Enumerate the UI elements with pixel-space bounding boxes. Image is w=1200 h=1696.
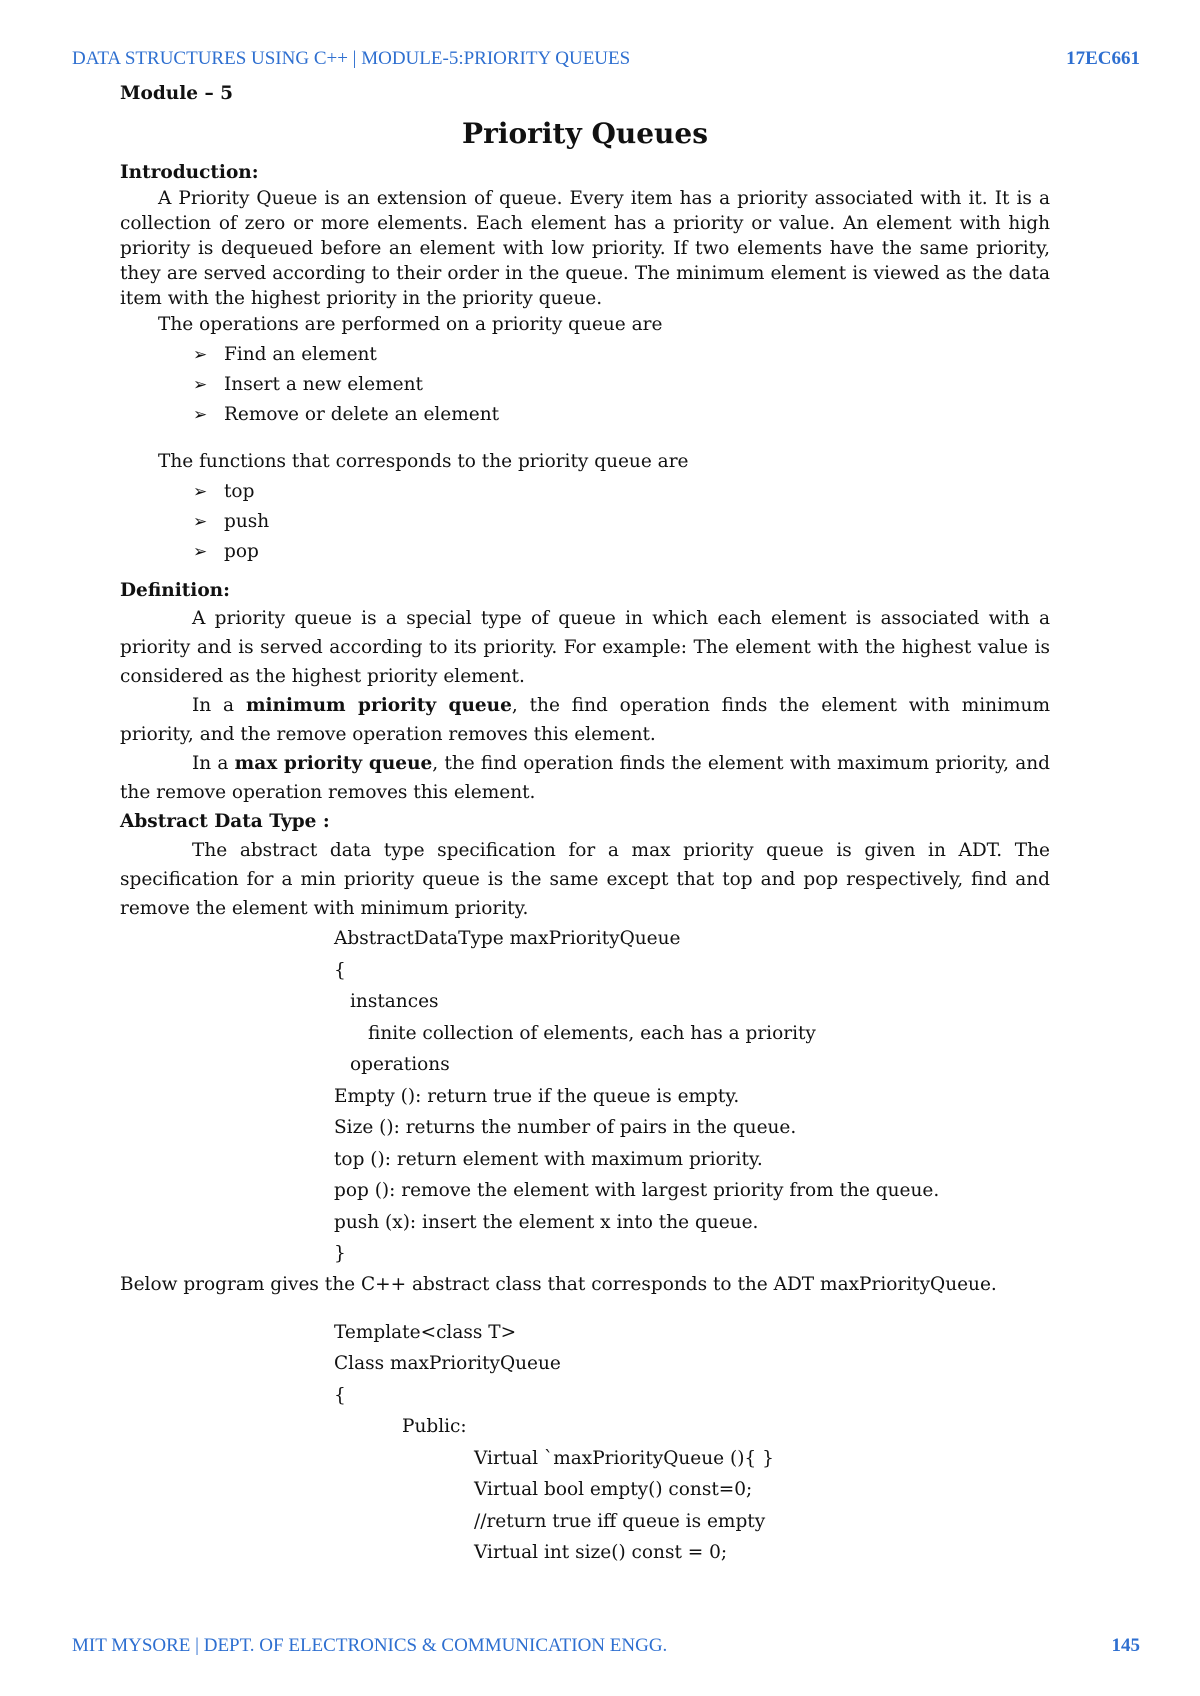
code-line: Virtual `maxPriorityQueue (){ } [474, 1447, 774, 1469]
list-item: ➢ Remove or delete an element [193, 400, 1050, 430]
adt-line: top (): return element with maximum priority. [334, 1148, 763, 1170]
arrow-bullet-icon: ➢ [193, 375, 208, 395]
operations-lead: The operations are performed on a priority queue are [158, 314, 663, 335]
adt-paragraph: The abstract data type specification for a max priority queue is given in ADT. The specification for a min priority queue is the same except that top and pop respectively, find and remove the element with minimum priority. [120, 840, 1050, 919]
adt-specification [334, 923, 1050, 1270]
page-content [120, 80, 1050, 1569]
list-item: ➢ pop [193, 537, 1050, 567]
arrow-bullet-icon: ➢ [193, 512, 208, 532]
min-priority-term: minimum priority queue [245, 695, 512, 716]
code-line: Public: [402, 1416, 467, 1437]
list-item: ➢ Find an element [193, 340, 1050, 370]
page-title: Priority Queues [462, 117, 708, 150]
arrow-bullet-icon: ➢ [193, 482, 208, 502]
adt-line: } [334, 1243, 346, 1264]
footer-institution: MIT MYSORE | DEPT. OF ELECTRONICS & COMMUNICATION ENGG. [72, 1635, 668, 1656]
operations-list [120, 340, 1050, 430]
code-line: Class maxPriorityQueue [334, 1353, 561, 1374]
max-priority-term: max priority queue [234, 753, 433, 774]
adt-line: { [334, 959, 346, 981]
intro-heading: Introduction: [120, 162, 259, 183]
arrow-bullet-icon: ➢ [193, 405, 208, 425]
functions-list [120, 477, 1050, 567]
header-title: DATA STRUCTURES USING C++ | MODULE-5:PRIORITY QUEUES [72, 48, 631, 69]
program-code [334, 1317, 1050, 1569]
adt-line: pop (): remove the element with largest priority from the queue. [334, 1180, 940, 1201]
code-line: Virtual int size() const = 0; [474, 1542, 728, 1563]
arrow-bullet-icon: ➢ [193, 542, 208, 562]
definition-heading: Definition: [120, 580, 230, 601]
adt-line: finite collection of elements, each has a priority [368, 1022, 816, 1044]
page-number: 145 [1111, 1635, 1140, 1656]
adt-line: push (x): insert the element x into the queue. [334, 1211, 759, 1233]
intro-paragraph: A Priority Queue is an extension of queue. Every item has a priority associated with it. It is a collection of zero or more elements. Each element has a priority or value. An element with high priority is dequeued before an element with low priority. If two elements have the same priority, they are served according to their order in the queue. The minimum element is viewed as the data item with the highest priority in the priority queue. [120, 188, 1050, 309]
functions-lead: The functions that corresponds to the priority queue are [158, 451, 689, 472]
code-line: //return true iff queue is empty [474, 1510, 766, 1532]
adt-line: operations [350, 1054, 450, 1075]
min-priority-paragraph: In a minimum priority queue, the find operation finds the element with minimum priority, and the remove operation removes this element. [120, 695, 1050, 745]
adt-line: Size (): returns the number of pairs in the queue. [334, 1117, 797, 1138]
page-header [72, 48, 1140, 70]
arrow-bullet-icon: ➢ [193, 345, 208, 365]
page-footer [72, 1635, 1140, 1657]
course-code: 17EC661 [1066, 48, 1140, 69]
program-intro: Below program gives the C++ abstract class that corresponds to the ADT maxPriorityQueue. [120, 1273, 997, 1295]
module-label: Module – 5 [120, 83, 234, 104]
code-line: Virtual bool empty() const=0; [474, 1479, 753, 1500]
code-line: Template<class T> [334, 1321, 517, 1343]
definition-paragraph: A priority queue is a special type of queue in which each element is associated with a priority and is served according to its priority. For example: The element with the highest value is considered as the highest priority element. [120, 608, 1050, 687]
max-priority-paragraph: In a max priority queue, the find operation finds the element with maximum priority, and the remove operation removes this element. [120, 753, 1050, 803]
adt-line: AbstractDataType maxPriorityQueue [334, 928, 681, 949]
adt-line: instances [350, 991, 439, 1012]
list-item: ➢ push [193, 507, 1050, 537]
adt-line: Empty (): return true if the queue is empty. [334, 1085, 740, 1107]
list-item: ➢ top [193, 477, 1050, 507]
list-item: ➢ Insert a new element [193, 370, 1050, 400]
code-line: { [334, 1384, 346, 1406]
adt-heading: Abstract Data Type : [120, 811, 330, 832]
